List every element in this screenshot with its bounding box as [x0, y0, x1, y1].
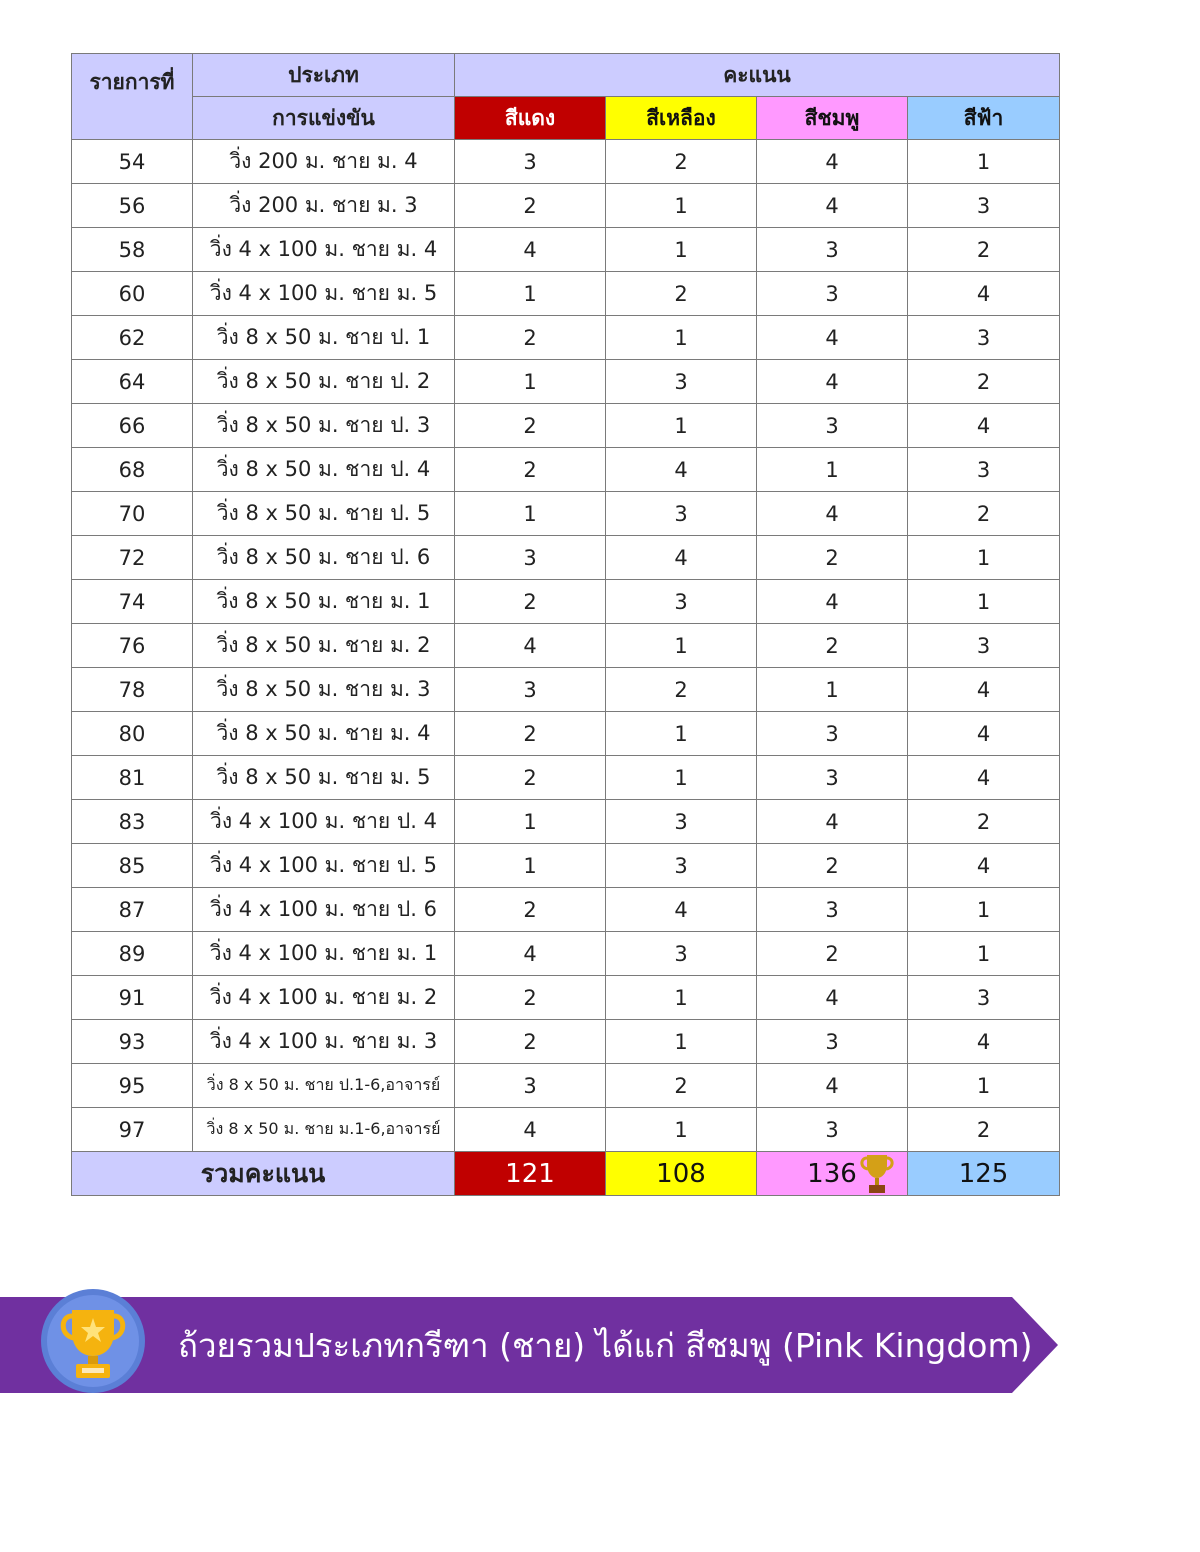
score-pink: 1 [757, 668, 908, 712]
table-row [72, 1020, 1060, 1064]
score-blue: 4 [908, 1020, 1060, 1064]
score-pink: 4 [757, 316, 908, 360]
item-number: 93 [72, 1020, 193, 1064]
winner-banner [0, 1297, 1060, 1393]
score-red: 1 [455, 844, 606, 888]
score-red: 2 [455, 580, 606, 624]
score-pink: 2 [757, 932, 908, 976]
table-row [72, 580, 1060, 624]
score-pink: 3 [757, 228, 908, 272]
score-blue: 1 [908, 888, 1060, 932]
table-row [72, 1064, 1060, 1108]
score-red: 3 [455, 536, 606, 580]
item-number: 89 [72, 932, 193, 976]
item-number: 68 [72, 448, 193, 492]
item-number: 87 [72, 888, 193, 932]
score-red: 3 [455, 668, 606, 712]
score-pink: 1 [757, 448, 908, 492]
event-name: วิ่ง 8 x 50 ม. ชาย ป. 5 [193, 492, 455, 536]
table-row [72, 272, 1060, 316]
item-number: 56 [72, 184, 193, 228]
event-name: วิ่ง 4 x 100 ม. ชาย ม. 1 [193, 932, 455, 976]
event-name: วิ่ง 8 x 50 ม. ชาย ป. 3 [193, 404, 455, 448]
score-rows [72, 140, 1060, 1152]
score-red: 1 [455, 492, 606, 536]
score-pink: 3 [757, 712, 908, 756]
item-number: 60 [72, 272, 193, 316]
event-name: วิ่ง 4 x 100 ม. ชาย ป. 6 [193, 888, 455, 932]
score-pink: 3 [757, 404, 908, 448]
score-blue: 4 [908, 404, 1060, 448]
event-name: วิ่ง 8 x 50 ม. ชาย ม. 1 [193, 580, 455, 624]
score-red: 4 [455, 228, 606, 272]
score-yellow: 1 [606, 1020, 757, 1064]
table-row [72, 228, 1060, 272]
table-row [72, 1108, 1060, 1152]
score-pink: 3 [757, 888, 908, 932]
score-red: 2 [455, 404, 606, 448]
total-row [72, 1152, 1060, 1196]
item-number: 62 [72, 316, 193, 360]
score-pink: 2 [757, 844, 908, 888]
item-number: 66 [72, 404, 193, 448]
score-red: 4 [455, 932, 606, 976]
score-blue: 4 [908, 712, 1060, 756]
score-pink: 4 [757, 140, 908, 184]
table-row [72, 492, 1060, 536]
item-number: 72 [72, 536, 193, 580]
score-pink: 4 [757, 580, 908, 624]
score-blue: 2 [908, 228, 1060, 272]
header-item-no: รายการที่ [72, 54, 193, 140]
score-red: 1 [455, 272, 606, 316]
score-yellow: 2 [606, 140, 757, 184]
event-name: วิ่ง 8 x 50 ม. ชาย ป. 6 [193, 536, 455, 580]
score-red: 2 [455, 1020, 606, 1064]
item-number: 64 [72, 360, 193, 404]
score-red: 2 [455, 888, 606, 932]
table-row [72, 800, 1060, 844]
header-team-pink: สีชมพู [757, 97, 908, 140]
score-red: 2 [455, 976, 606, 1020]
header-score: คะแนน [455, 54, 1060, 97]
total-blue: 125 [908, 1152, 1060, 1196]
event-name: วิ่ง 8 x 50 ม. ชาย ป. 1 [193, 316, 455, 360]
total-yellow: 108 [606, 1152, 757, 1196]
score-yellow: 3 [606, 932, 757, 976]
score-pink: 3 [757, 756, 908, 800]
event-name: วิ่ง 200 ม. ชาย ม. 3 [193, 184, 455, 228]
score-yellow: 1 [606, 976, 757, 1020]
score-pink: 4 [757, 1064, 908, 1108]
score-blue: 4 [908, 272, 1060, 316]
event-name: วิ่ง 8 x 50 ม. ชาย ม. 2 [193, 624, 455, 668]
table-row [72, 184, 1060, 228]
table-row [72, 624, 1060, 668]
table-row [72, 360, 1060, 404]
score-yellow: 1 [606, 316, 757, 360]
score-yellow: 1 [606, 404, 757, 448]
event-name: วิ่ง 8 x 50 ม. ชาย ม.1-6,อาจารย์ [193, 1108, 455, 1152]
score-yellow: 1 [606, 756, 757, 800]
score-red: 3 [455, 140, 606, 184]
table-row [72, 140, 1060, 184]
score-blue: 2 [908, 360, 1060, 404]
score-red: 1 [455, 360, 606, 404]
score-blue: 1 [908, 140, 1060, 184]
score-blue: 3 [908, 976, 1060, 1020]
score-pink: 3 [757, 1020, 908, 1064]
item-number: 83 [72, 800, 193, 844]
score-blue: 2 [908, 492, 1060, 536]
score-yellow: 4 [606, 888, 757, 932]
score-yellow: 3 [606, 492, 757, 536]
table-row [72, 932, 1060, 976]
score-yellow: 1 [606, 184, 757, 228]
table-row [72, 404, 1060, 448]
score-pink: 3 [757, 272, 908, 316]
score-blue: 1 [908, 1064, 1060, 1108]
event-name: วิ่ง 200 ม. ชาย ม. 4 [193, 140, 455, 184]
item-number: 81 [72, 756, 193, 800]
score-pink: 4 [757, 800, 908, 844]
item-number: 78 [72, 668, 193, 712]
table-row [72, 756, 1060, 800]
header-team-blue: สีฟ้า [908, 97, 1060, 140]
score-yellow: 3 [606, 360, 757, 404]
score-pink: 2 [757, 624, 908, 668]
score-red: 2 [455, 316, 606, 360]
score-red: 1 [455, 800, 606, 844]
header-type-line1: ประเภท [193, 54, 455, 97]
banner-text: ถ้วยรวมประเภทกรีฑา (ชาย) ได้แก่ สีชมพู (Pink Kingdom) [178, 1326, 1033, 1365]
score-blue: 4 [908, 756, 1060, 800]
score-red: 4 [455, 1108, 606, 1152]
event-name: วิ่ง 4 x 100 ม. ชาย ม. 5 [193, 272, 455, 316]
score-red: 2 [455, 756, 606, 800]
table-row [72, 668, 1060, 712]
score-yellow: 1 [606, 228, 757, 272]
score-pink: 4 [757, 492, 908, 536]
score-yellow: 1 [606, 712, 757, 756]
score-blue: 3 [908, 624, 1060, 668]
score-yellow: 4 [606, 536, 757, 580]
item-number: 91 [72, 976, 193, 1020]
score-blue: 4 [908, 668, 1060, 712]
table-row [72, 976, 1060, 1020]
score-yellow: 2 [606, 668, 757, 712]
total-red: 121 [455, 1152, 606, 1196]
score-yellow: 3 [606, 800, 757, 844]
score-red: 4 [455, 624, 606, 668]
table-row [72, 536, 1060, 580]
score-red: 2 [455, 184, 606, 228]
score-yellow: 3 [606, 580, 757, 624]
score-blue: 4 [908, 844, 1060, 888]
table-row [72, 316, 1060, 360]
score-pink: 2 [757, 536, 908, 580]
score-blue: 2 [908, 800, 1060, 844]
score-red: 2 [455, 712, 606, 756]
score-red: 3 [455, 1064, 606, 1108]
event-name: วิ่ง 4 x 100 ม. ชาย ม. 3 [193, 1020, 455, 1064]
total-pink: 136 [807, 1158, 857, 1189]
event-name: วิ่ง 8 x 50 ม. ชาย ม. 5 [193, 756, 455, 800]
table-row [72, 712, 1060, 756]
score-red: 2 [455, 448, 606, 492]
event-name: วิ่ง 8 x 50 ม. ชาย ป.1-6,อาจารย์ [193, 1064, 455, 1108]
header-team-yellow: สีเหลือง [606, 97, 757, 140]
item-number: 58 [72, 228, 193, 272]
trophy-medal-icon [40, 1288, 146, 1394]
score-blue: 1 [908, 932, 1060, 976]
item-number: 54 [72, 140, 193, 184]
table-row [72, 844, 1060, 888]
event-name: วิ่ง 8 x 50 ม. ชาย ป. 2 [193, 360, 455, 404]
event-name: วิ่ง 4 x 100 ม. ชาย ป. 5 [193, 844, 455, 888]
table-row [72, 448, 1060, 492]
score-pink: 4 [757, 976, 908, 1020]
trophy-icon [857, 1151, 897, 1195]
total-label: รวมคะแนน [72, 1152, 455, 1196]
score-pink: 4 [757, 360, 908, 404]
event-name: วิ่ง 8 x 50 ม. ชาย ม. 3 [193, 668, 455, 712]
item-number: 80 [72, 712, 193, 756]
table-row [72, 888, 1060, 932]
score-pink: 3 [757, 1108, 908, 1152]
item-number: 97 [72, 1108, 193, 1152]
score-yellow: 4 [606, 448, 757, 492]
score-blue: 2 [908, 1108, 1060, 1152]
event-name: วิ่ง 4 x 100 ม. ชาย ม. 4 [193, 228, 455, 272]
score-pink: 4 [757, 184, 908, 228]
item-number: 74 [72, 580, 193, 624]
item-number: 85 [72, 844, 193, 888]
header-type-line2: การแข่งขัน [193, 97, 455, 140]
score-yellow: 1 [606, 624, 757, 668]
score-yellow: 3 [606, 844, 757, 888]
item-number: 95 [72, 1064, 193, 1108]
item-number: 76 [72, 624, 193, 668]
item-number: 70 [72, 492, 193, 536]
score-yellow: 1 [606, 1108, 757, 1152]
event-name: วิ่ง 8 x 50 ม. ชาย ม. 4 [193, 712, 455, 756]
total-pink-cell [757, 1152, 908, 1196]
score-table [71, 53, 1060, 1196]
score-blue: 1 [908, 536, 1060, 580]
score-blue: 3 [908, 316, 1060, 360]
score-blue: 3 [908, 184, 1060, 228]
score-blue: 1 [908, 580, 1060, 624]
event-name: วิ่ง 4 x 100 ม. ชาย ป. 4 [193, 800, 455, 844]
event-name: วิ่ง 4 x 100 ม. ชาย ม. 2 [193, 976, 455, 1020]
event-name: วิ่ง 8 x 50 ม. ชาย ป. 4 [193, 448, 455, 492]
score-yellow: 2 [606, 272, 757, 316]
score-blue: 3 [908, 448, 1060, 492]
header-team-red: สีแดง [455, 97, 606, 140]
score-yellow: 2 [606, 1064, 757, 1108]
